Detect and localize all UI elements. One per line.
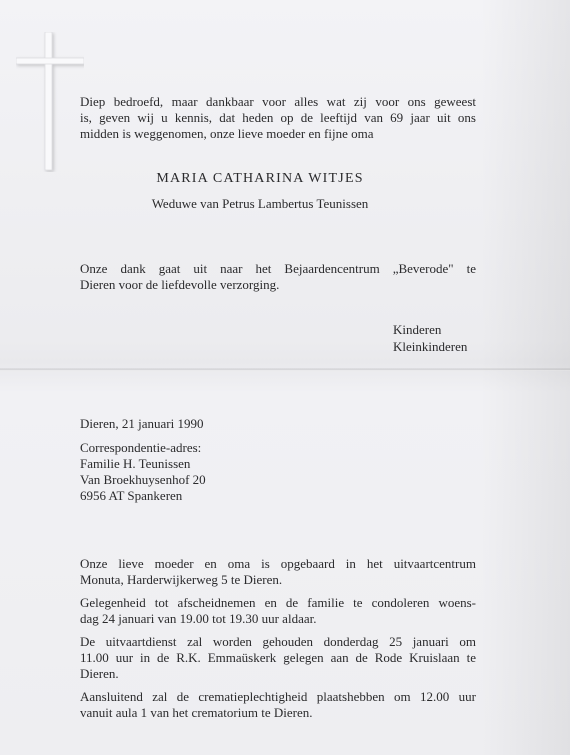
correspondence-label: Correspondentie-adres: xyxy=(80,440,202,455)
correspondence-line-3: 6956 AT Spankeren xyxy=(80,488,183,503)
cross-icon xyxy=(16,32,84,172)
place-date: Dieren, 21 januari 1990 xyxy=(80,416,204,431)
detail-3-line-3: Dieren. xyxy=(80,666,119,681)
paper-fold xyxy=(0,368,570,371)
detail-3-line-1: De uitvaartdienst zal worden gehouden donderdag 25 januari om xyxy=(80,634,476,649)
detail-3-line-2: 11.00 uur in de R.K. Emmaüskerk gelegen aan de Rode Kruislaan te xyxy=(80,650,476,665)
detail-2-line-2: dag 24 januari van 19.00 tot 19.30 uur aldaar. xyxy=(80,611,317,626)
detail-4-line-2: vanuit aula 1 van het crematorium te Dieren. xyxy=(80,705,313,720)
deceased-name: MARIA CATHARINA WITJES xyxy=(156,171,364,186)
detail-4-line-1: Aansluitend zal de crematieplechtigheid plaatshebben om 12.00 uur xyxy=(80,689,476,704)
correspondence-line-2: Van Broekhuysenhof 20 xyxy=(80,472,206,487)
signature-children: Kinderen xyxy=(393,322,442,337)
intro-line-2: is, geven wij u kennis, dat heden op de leeftijd van 69 jaar uit ons xyxy=(80,110,476,125)
page-shadow xyxy=(480,0,570,755)
detail-1-line-1: Onze lieve moeder en oma is opgebaard in het uitvaartcentrum xyxy=(80,556,476,571)
detail-1-line-2: Monuta, Harderwijkerweg 5 te Dieren. xyxy=(80,572,283,587)
intro-line-1: Diep bedroefd, maar dankbaar voor alles wat zij voor ons geweest xyxy=(80,94,476,109)
thanks-line-1: Onze dank gaat uit naar het Bejaardencentrum „Beverode" te xyxy=(80,261,476,276)
thanks-line-2: Dieren voor de liefdevolle verzorging. xyxy=(80,277,280,292)
signature-grandchildren: Kleinkinderen xyxy=(393,339,468,354)
intro-line-3: midden is weggenomen, onze lieve moeder en fijne oma xyxy=(80,126,374,141)
widow-of: Weduwe van Petrus Lambertus Teunissen xyxy=(151,196,369,211)
correspondence-line-1: Familie H. Teunissen xyxy=(80,456,191,471)
detail-2-line-1: Gelegenheid tot afscheidnemen en de familie te condoleren woens- xyxy=(80,595,476,610)
